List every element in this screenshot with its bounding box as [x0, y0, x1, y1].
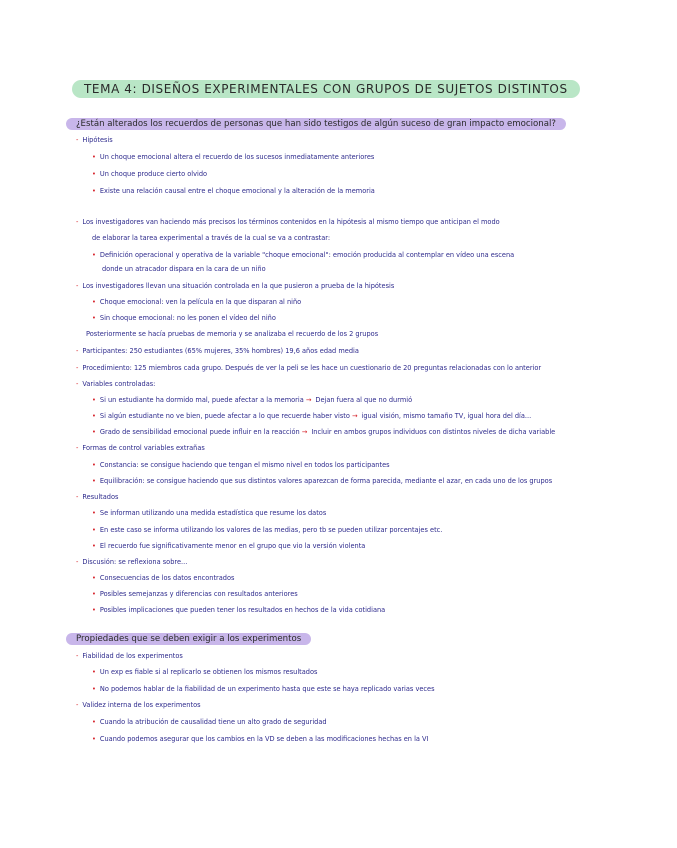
bullet-icon: •: [92, 298, 96, 306]
note-line: • Si un estudiante ha dormido mal, puede afectar a la memoria → Dejan fuera al que no durmió: [92, 396, 413, 404]
note-line: • Equilibración: se consigue haciendo que sus distintos valores aparezcan de forma parecida, mediante el azar, en cada uno de los grupos: [92, 477, 553, 485]
bullet-icon: •: [92, 428, 96, 436]
section-heading-question: ¿Están alterados los recuerdos de personas que han sido testigos de algún suceso de gran impacto emocional?: [66, 118, 566, 130]
dash-icon: -: [76, 701, 79, 709]
bullet-icon: •: [92, 606, 96, 614]
dash-icon: -: [76, 218, 79, 226]
note-line: • Posibles semejanzas y diferencias con resultados anteriores: [92, 590, 298, 598]
arrow-icon: →: [301, 428, 308, 436]
note-line: • Un choque emocional altera el recuerdo de los sucesos inmediatamente anteriores: [92, 153, 375, 161]
note-line: • Definición operacional y operativa de la variable "choque emocional": emoción producida al contemplar en vídeo una escena: [92, 251, 515, 259]
note-line: - Fiabilidad de los experimentos: [76, 652, 183, 660]
note-line: - Discusión: se reflexiona sobre...: [76, 558, 188, 566]
note-line: • Consecuencias de los datos encontrados: [92, 574, 235, 582]
section-heading-properties: Propiedades que se deben exigir a los experimentos: [66, 633, 311, 645]
note-line: de elaborar la tarea experimental a través de la cual se va a contrastar:: [92, 234, 331, 242]
note-line: • No podemos hablar de la fiabilidad de un experimento hasta que este se haya replicado varias veces: [92, 685, 435, 693]
bullet-icon: •: [92, 153, 96, 161]
note-line: - Los investigadores van haciendo más precisos los términos contenidos en la hipótesis al mismo tiempo que anticipan el modo: [76, 218, 500, 226]
bullet-icon: •: [92, 170, 96, 178]
bullet-icon: •: [92, 668, 96, 676]
note-line: - Participantes: 250 estudiantes (65% mujeres, 35% hombres) 19,6 años edad media: [76, 347, 359, 355]
note-line: - Los investigadores llevan una situación controlada en la que pusieron a prueba de la hipótesis: [76, 282, 395, 290]
note-line: - Hipótesis: [76, 136, 113, 144]
dash-icon: -: [76, 347, 79, 355]
bullet-icon: •: [92, 542, 96, 550]
page-title: TEMA 4: DISEÑOS EXPERIMENTALES CON GRUPOS DE SUJETOS DISTINTOS: [72, 80, 580, 98]
bullet-icon: •: [92, 685, 96, 693]
note-line: • Se informan utilizando una medida estadística que resume los datos: [92, 509, 327, 517]
dash-icon: -: [76, 558, 79, 566]
note-line: • Constancia: se consigue haciendo que tengan el mismo nivel en todos los participantes: [92, 461, 390, 469]
dash-icon: -: [76, 493, 79, 501]
arrow-icon: →: [352, 412, 358, 420]
note-line: • Un choque produce cierto olvido: [92, 170, 208, 178]
note-line: • En este caso se informa utilizando los valores de las medias, pero tb se pueden utilizar porcentajes etc.: [92, 526, 443, 534]
dash-icon: -: [76, 444, 79, 452]
bullet-icon: •: [92, 314, 96, 322]
bullet-icon: •: [92, 590, 96, 598]
note-line: • Posibles implicaciones que pueden tener los resultados en hechos de la vida cotidiana: [92, 606, 386, 614]
note-line: Posteriormente se hacía pruebas de memoria y se analizaba el recuerdo de los 2 grupos: [86, 330, 379, 338]
bullet-icon: •: [92, 187, 96, 195]
bullet-icon: •: [92, 526, 96, 534]
note-line: donde un atracador dispara en la cara de un niño: [102, 265, 266, 273]
dash-icon: -: [76, 364, 79, 372]
dash-icon: -: [76, 380, 79, 388]
bullet-icon: •: [92, 251, 96, 259]
note-line: • Cuando podemos asegurar que los cambios en la VD se deben a las modificaciones hechas en la VI: [92, 735, 429, 743]
note-line: • Si algún estudiante no ve bien, puede afectar a lo que recuerde haber visto → igual visión, mismo tamaño TV, igual hora del día...: [92, 412, 532, 420]
bullet-icon: •: [92, 396, 96, 404]
note-line: - Validez interna de los experimentos: [76, 701, 201, 709]
bullet-icon: •: [92, 718, 96, 726]
note-line: • El recuerdo fue significativamente menor en el grupo que vio la versión violenta: [92, 542, 366, 550]
dash-icon: -: [76, 282, 79, 290]
note-line: • Existe una relación causal entre el choque emocional y la alteración de la memoria: [92, 187, 375, 195]
bullet-icon: •: [92, 509, 96, 517]
note-line: - Variables controladas:: [76, 380, 156, 388]
dash-icon: -: [76, 652, 79, 660]
bullet-icon: •: [92, 574, 96, 582]
bullet-icon: •: [92, 735, 96, 743]
bullet-icon: •: [92, 477, 96, 485]
arrow-icon: →: [305, 396, 312, 404]
note-line: • Grado de sensibilidad emocional puede influir en la reacción → Incluir en ambos grupos individuos con distintos niveles de dicha variable: [92, 428, 556, 436]
note-line: - Procedimiento: 125 miembros cada grupo. Después de ver la peli se les hace un cuestionario de 20 preguntas relacionadas con lo anterior: [76, 364, 542, 372]
bullet-icon: •: [92, 461, 96, 469]
dash-icon: -: [76, 136, 79, 144]
note-line: • Choque emocional: ven la película en la que disparan al niño: [92, 298, 302, 306]
note-line: - Formas de control variables extrañas: [76, 444, 205, 452]
bullet-icon: •: [92, 412, 96, 420]
note-line: - Resultados: [76, 493, 119, 501]
note-line: • Un exp es fiable si al replicarlo se obtienen los mismos resultados: [92, 668, 318, 676]
note-line: • Sin choque emocional: no les ponen el vídeo del niño: [92, 314, 276, 322]
note-line: • Cuando la atribución de causalidad tiene un alto grado de seguridad: [92, 718, 327, 726]
